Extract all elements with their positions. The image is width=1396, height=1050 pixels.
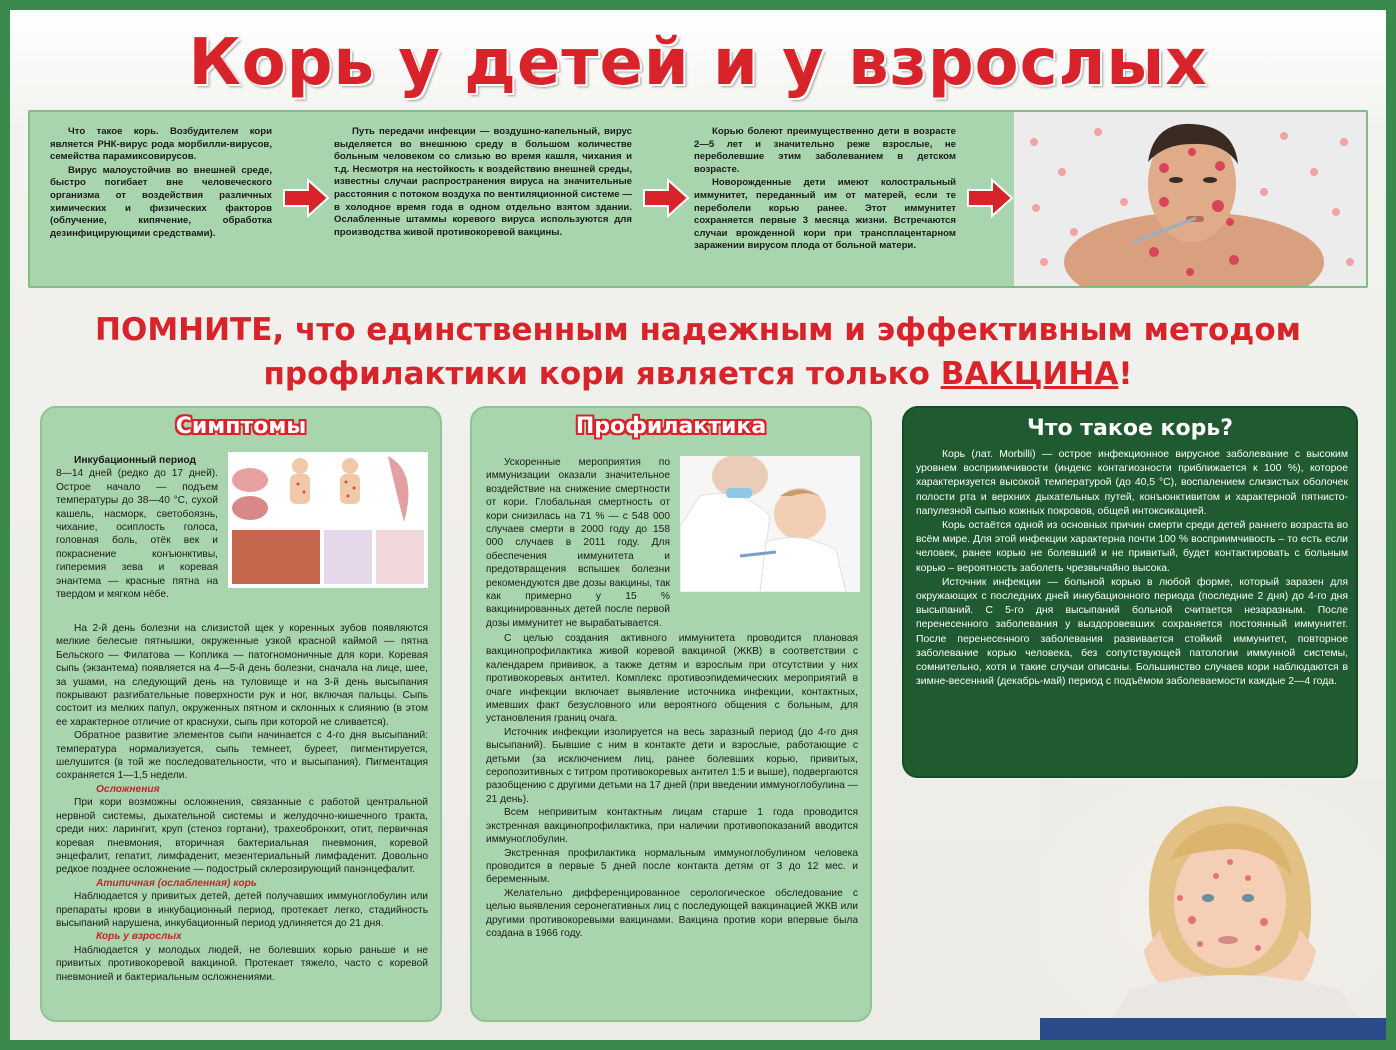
sick-man-photo	[1014, 112, 1366, 286]
symptoms-para: При кори возможны осложнения, связанные с работой центральной нервной системы, дыхательной системы и желудочно-кишечного тракта, среди них: ларингит, круп (стеноз гортани), трахеобронхит, отит, первичная коревая пневмония, вторичная бактериальная пневмония, коревой энцефалит, гепатит, лимфаденит, мезентериальный лимфаденит. Довольно редкое позднее осложнение — подострый склерозирующий панэнцефалит.	[56, 797, 428, 876]
symptoms-intro	[56, 454, 218, 601]
what-para: Источник инфекции — больной корью в любой форме, который заразен для окружающих с последних дней инкубационного периода (последние 2 дня) до 4-го дня высыпаний. С 5-го дня высыпаний больной считается незаразным. После перенесенного заболевания у выздоровевших сохраняется постоянный иммунитет. После перенесенного заболевания развивается стойкий иммунитет, повторное заболевание корью человека, без сопутствующей патологии иммунной системы, сомнительно, хотя и такие случаи описаны. Большинство случаев кори наблюдаются в зимне-весенний (декабрь-май) период с подъёмом заболеваемости каждые 2—4 года.	[916, 576, 1348, 688]
what-para: Корь (лат. Morbilli) — острое инфекционное вирусное заболевание с высоким уровнем восприимчивости (индекс контагиозности приближается к 100 %), которое характеризуется высокой температурой (до 40,5 °C), воспалением слизистых оболочек полости рта и верхних дыхательных путей, конъюнктивитом и характерной пятнисто-папулезной сыпью кожных покровов, общей интоксикацией.	[916, 449, 1348, 517]
vaccine-statement-pre: профилактики кори является только	[263, 356, 941, 392]
prevention-para: Всем непривитым контактным лицам старше 1 года проводится экстренная вакцинопрофилактика, при наличии противопоказаний вводится иммуноглобулин.	[486, 807, 858, 846]
symptoms-para: На 2-й день болезни на слизистой щек у коренных зубов появляются мелкие белесые пятнышки, окруженные узкой красной каймой — пятна Бельского — Филатова — Коплика — патогномоничные для кори. Коревая сыпь (экзантема) появляется на 4—5-й день болезни, сначала на лице, шее, за ушами, на следующий день на туловище и на 3-й день высыпания покрывают разгибательные поверхности рук и ног, включая пальцы. Сыпь состоит из мелких папул, окруженных пятном и склонных к слиянию (в этом ее характерное отличие от краснухи, сыпь при которой не сливается).	[56, 623, 428, 728]
incubation-heading: Инкубационный период	[74, 455, 196, 466]
prevention-title: Профилактика	[575, 414, 767, 439]
intro-band	[28, 110, 1368, 288]
symptoms-illustration	[228, 452, 428, 588]
intro-column-1	[50, 126, 272, 241]
what-is-measles-text	[916, 448, 1348, 689]
intro-2-para: Путь передачи инфекции — воздушно-капельный, вирус выделяется во внешнюю среду в большом количестве больным человеком со слизью во время кашля, чихания и т.д. Несмотря на нестойкость к воздействию внешней среды, известны случаи распространения вируса на значительные расстояния с потоком воздуха по вентиляционной системе — в холодное время года в одном отдельно взятом здании. Ослабленные штаммы коревого вируса используются для производства живой противокоревой вакцины.	[334, 126, 632, 238]
page-title: Корь у детей и у взрослых	[188, 26, 1208, 100]
intro-column-3	[694, 126, 956, 254]
arrow-right-icon	[282, 178, 330, 218]
vaccine-word: ВАКЦИНА	[940, 356, 1119, 392]
what-para: Корь остаётся одной из основных причин смерти среди детей раннего возраста во всём мире. Для этой инфекции характерна почти 100 % восприимчивость – то есть если человек, ранее корью не болевший и не привитый, будет контактировать с больным корью – вероятность заболеть чрезвычайно высока.	[916, 520, 1348, 574]
atypical-heading: Атипичная (ослабленная) корь	[96, 877, 257, 889]
symptoms-para: Наблюдается у молодых людей, не болевших корью раньше и не привитых противокоревой вакциной. Протекает тяжело, часто с коревой пневмонией и бактериальным осложнениями.	[56, 944, 428, 983]
symptoms-para: Обратное развитие элементов сыпи начинается с 4-го дня высыпаний: температура нормализуется, сыпь темнеет, буреет, пигментируется, шелушится (в той же последовательности, что и высыпания). Пигментация сохраняется 1—1,5 недели.	[56, 730, 428, 782]
adults-heading: Корь у взрослых	[96, 931, 182, 943]
vaccine-statement-line2	[10, 352, 1386, 396]
what-is-measles-panel	[902, 406, 1358, 778]
symptoms-para: Наблюдается у привитых детей, детей получавших иммуноглобулин или препараты крови в инкубационный период, протекает легко, стадийность высыпаний нарушена, инкубационный период удлиняется до 21 дня.	[56, 891, 428, 929]
prevention-para: Источник инфекции изолируется на весь заразный период (до 4-го дня высыпаний). Бывшие с ним в контакте дети и взрослые, работающие с детьми (за исключением лиц, ранее болевших корью, привитых, серопозитивных с титром противокоревых антител 1:5 и выше), подвергаются разобщению с другими детьми на 17 дней (при введении иммуноглобулина — 21 день).	[486, 726, 858, 805]
what-is-measles-title: Что такое корь?	[1027, 416, 1233, 441]
prevention-body	[486, 632, 858, 940]
complications-heading: Осложнения	[96, 783, 160, 795]
arrow-right-icon	[642, 178, 690, 218]
symptoms-title: Симптомы	[175, 414, 307, 439]
symptoms-panel	[40, 406, 442, 1022]
intro-3-para: Новорожденные дети имеют колостральный иммунитет, переданный им от матерей, если те переболели корью ранее. Этот иммунитет сохраняется первые 3 месяца жизни. Встречаются случаи врожденной кори при трансплацентарном заражении вирусом плода от больной матери.	[694, 177, 956, 252]
vaccine-statement	[10, 308, 1386, 396]
vaccine-statement-post: !	[1118, 356, 1133, 392]
prevention-text	[486, 456, 858, 629]
vaccine-statement-line1: ПОМНИТЕ, что единственным надежным и эффективным методом	[95, 312, 1301, 348]
poster-inner	[10, 10, 1386, 1040]
prevention-para: Желательно дифференцированное серологическое обследование с целью выявления серонегативных лиц с последующей вакцинацией ЖКВ или другими противокоревыми вакцинами. Вакцина против кори впервые была создана в 1966 году.	[486, 887, 858, 939]
prevention-para: Экстренная профилактика нормальным иммуноглобулином человека проводится в первые 5 дней после контакта детям от 3 до 12 мес. и беременным.	[486, 847, 858, 886]
sick-child-photo	[1040, 780, 1386, 1040]
intro-column-2	[334, 126, 632, 240]
prevention-para: С целью создания активного иммунитета проводится плановая вакцинопрофилактика живой коревой вакциной (ЖКВ) в соответствии с календарем прививок, а также детям и взрослым при отсутствии у них противокоревых антител. Комплекс противоэпидемических мероприятий в очаге инфекции включает выявление источника инфекции, контактных, имевших факт безусловного или вероятного общения с больным, для установления границ очага.	[486, 633, 858, 725]
symptoms-body	[56, 622, 428, 984]
prevention-para-text: Ускоренные мероприятия по иммунизации оказали значительное воздействие на снижение смертности от кори. Глобальная смертность от кори снизилась на 71 % — с 548 000 случаев смерти в 2000 году до 158 000 случаев в 2011 году. Для обеспечения иммунитета и предотвращения вспышек болезни рекомендуются две дозы вакцины, так как примерно у 15 % вакцинированных детей после первой дозы иммунитет не вырабатывается.	[486, 457, 670, 629]
arrow-right-icon	[966, 178, 1014, 218]
incubation-text: 8—14 дней (редко до 17 дней). Острое начало — подъем температуры до 38—40 °С, сухой кашель, насморк, светобоязнь, чихание, осиплость голоса, головная боль, отёк век и покраснение конъюнктивы, гиперемия зева и коревая энантема — красные пятна на твердом и мягком нёбе.	[56, 468, 218, 601]
intro-3-para: Корью болеют преимущественно дети в возрасте 2—5 лет и значительно реже взрослые, не переболевшие этим заболеванием в детском возрасте.	[694, 126, 956, 175]
prevention-panel	[470, 406, 872, 1022]
intro-1-para: Вирус малоустойчив во внешней среде, быстро погибает вне человеческого организма от воздействия различных химических и физических факторов (облучение, кипячение, обработка дезинфицирующими средствами).	[50, 164, 272, 239]
prevention-para	[486, 456, 858, 629]
intro-1-para: Что такое корь. Возбудителем кори является РНК-вирус рода морбилли-вирусов, семейства парамиксовирусов.	[50, 126, 272, 163]
